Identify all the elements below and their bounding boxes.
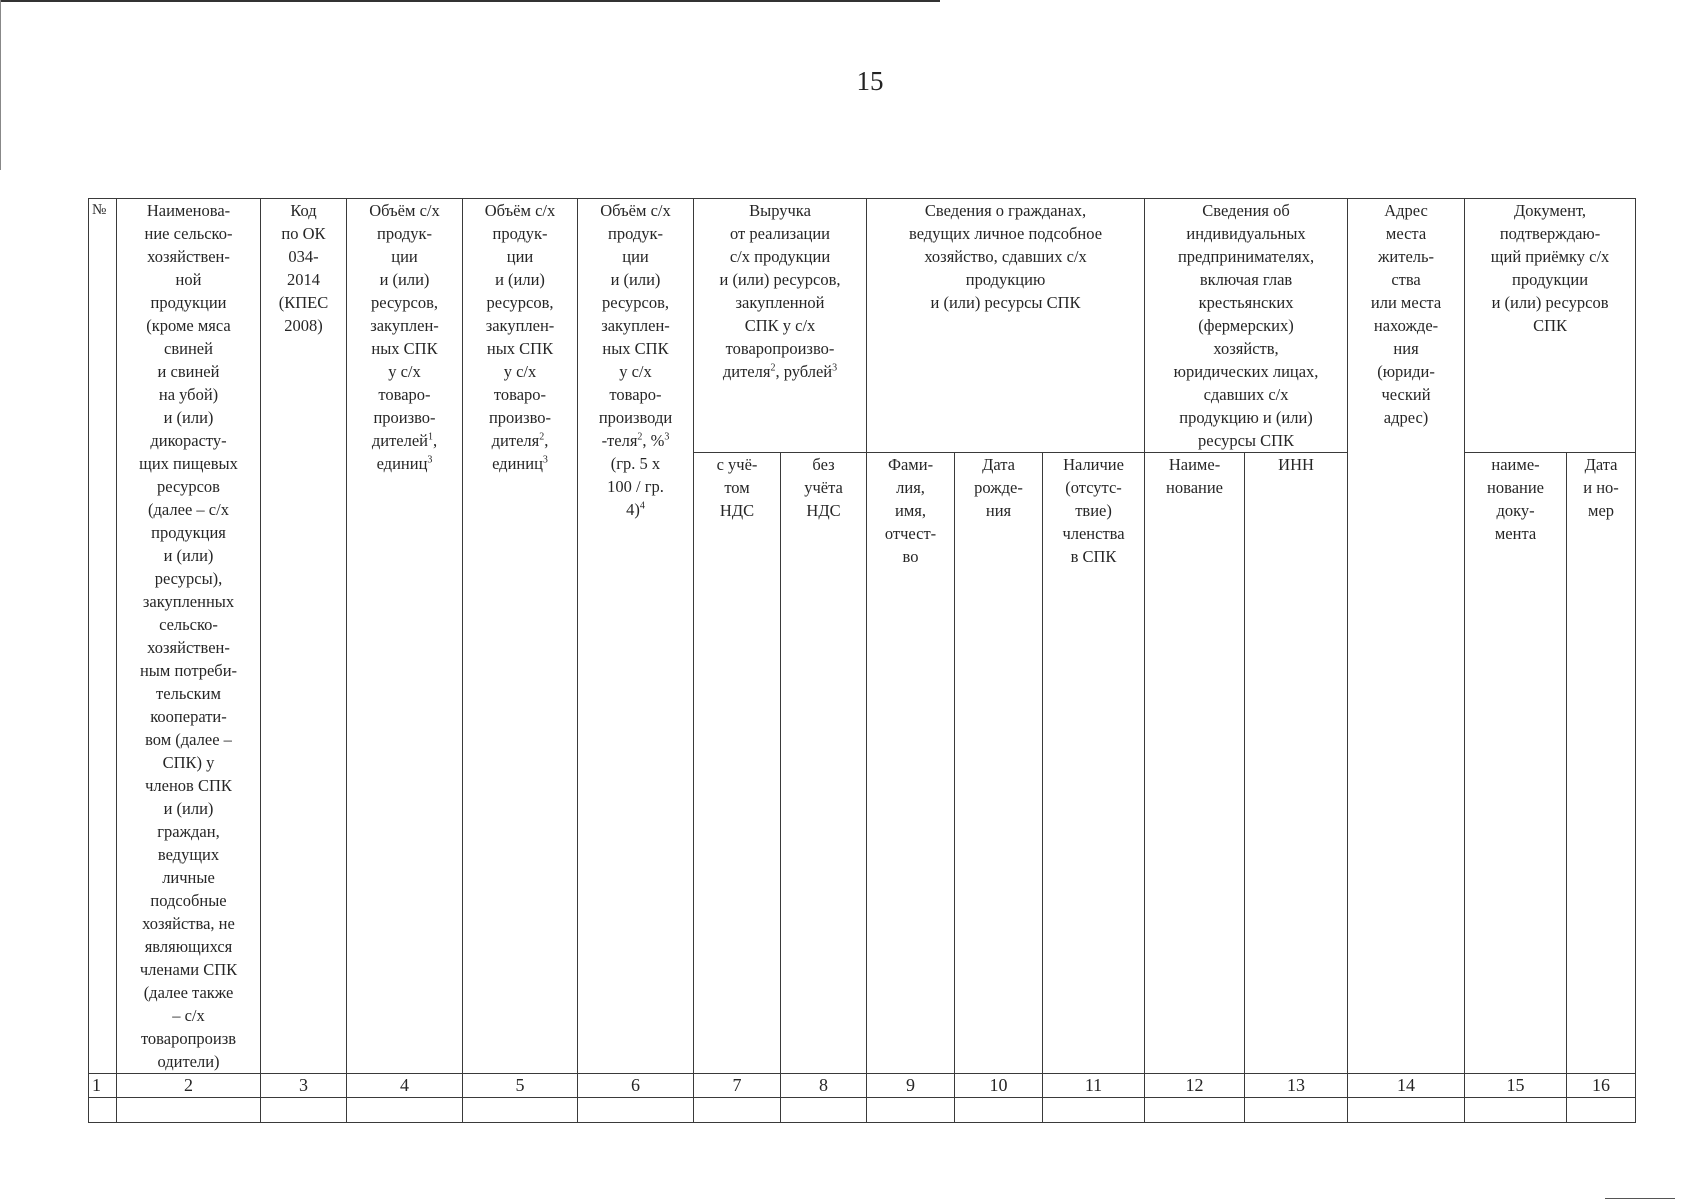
header-document-group: Документ, подтверждаю- щий приёмку с/х продукции и (или) ресурсов СПК xyxy=(1465,199,1636,453)
column-number: 14 xyxy=(1348,1074,1465,1098)
column-number: 11 xyxy=(1043,1074,1145,1098)
header-volume-producer-text: Объём с/х продук- ции и (или) ресурсов, закуплен- ных СПК у с/х товаро- произво- дителя xyxy=(484,201,556,450)
column-number: 9 xyxy=(867,1074,955,1098)
header-number: № xyxy=(89,199,117,1074)
column-number: 5 xyxy=(463,1074,578,1098)
header-entrepreneur-inn: ИНН xyxy=(1245,453,1348,1074)
column-number-row xyxy=(89,1074,1636,1098)
header-volume-percent-formula: (гр. 5 х 100 / гр. 4) xyxy=(607,454,664,519)
header-volume-members-text: Объём с/х продук- ции и (или) ресурсов, закуплен- ных СПК у с/х товаро- произво- дителей xyxy=(369,201,440,450)
header-product-code: Код по ОК 034- 2014 (КПЕС 2008) xyxy=(261,199,347,1074)
column-number: 3 xyxy=(261,1074,347,1098)
header-citizen-membership: Наличие (отсутс- твие) членства в СПК xyxy=(1043,453,1145,1074)
header-citizen-name: Фами- лия, имя, отчест- во xyxy=(867,453,955,1074)
table-row-empty xyxy=(89,1098,1636,1123)
purchase-report-table xyxy=(88,198,1636,1123)
column-number: 1 xyxy=(89,1074,117,1098)
column-number: 12 xyxy=(1145,1074,1245,1098)
header-revenue-group: Выручка от реализации с/х продукции и (или) ресурсов, закупленной СПК у с/х товаропроизво- дителя$^2$, рублей$^3$ xyxy=(694,199,867,453)
header-volume-producer: Объём с/х продук- ции и (или) ресурсов, закуплен- ных СПК у с/х товаро- произво- дителя$^2$, единиц$^3$ xyxy=(463,199,578,1074)
column-number: 2 xyxy=(117,1074,261,1098)
column-number: 7 xyxy=(694,1074,781,1098)
header-row-top xyxy=(89,199,1636,453)
empty-cell[interactable] xyxy=(578,1098,694,1123)
empty-cell[interactable] xyxy=(1145,1098,1245,1123)
header-citizens-group: Сведения о гражданах, ведущих личное подсобное хозяйство, сдавших с/х продукцию и (или) ресурсы СПК xyxy=(867,199,1145,453)
empty-cell[interactable] xyxy=(955,1098,1043,1123)
column-number: 10 xyxy=(955,1074,1043,1098)
header-revenue-with-vat: с учё- том НДС xyxy=(694,453,781,1074)
empty-cell[interactable] xyxy=(694,1098,781,1123)
header-address: Адрес места житель- ства или места нахожде- ния (юриди- ческий адрес) xyxy=(1348,199,1465,1074)
header-revenue-without-vat: без учёта НДС xyxy=(781,453,867,1074)
empty-cell[interactable] xyxy=(781,1098,867,1123)
header-volume-members-unit: единиц xyxy=(376,454,428,473)
empty-cell[interactable] xyxy=(1348,1098,1465,1123)
scan-edge-left xyxy=(0,0,1,170)
header-revenue-group-text: Выручка от реализации с/х продукции и (или) ресурсов, закупленной СПК у с/х товаропроизво- дителя xyxy=(719,201,841,381)
header-volume-percent-text: Объём с/х продук- ции и (или) ресурсов, закуплен- ных СПК у с/х товаро- производи -теля xyxy=(598,201,673,450)
column-number: 6 xyxy=(578,1074,694,1098)
header-product-name: Наименова- ние сельско- хозяйствен- ной продукции (кроме мяса свиней и свиней на убой) и (или) дикорасту- щих пищевых ресурсов (далее – с/х продукция и (или) ресурсы), закупленных сельско- хозяйствен- ным потреби- тельским кооперати- вом (далее – СПК) у членов СПК и (или) граждан, ведущих личные подсобные хозяйства, не являющихся членами СПК (далее также – с/х товаропроизв одители) xyxy=(117,199,261,1074)
column-number: 13 xyxy=(1245,1074,1348,1098)
empty-cell[interactable] xyxy=(867,1098,955,1123)
empty-cell[interactable] xyxy=(1465,1098,1567,1123)
header-document-name: наиме- нование доку- мента xyxy=(1465,453,1567,1074)
header-volume-producer-unit: единиц xyxy=(492,454,543,473)
column-number: 16 xyxy=(1567,1074,1636,1098)
page-number: 15 xyxy=(856,66,884,96)
header-entrepreneurs-group: Сведения об индивидуальных предпринимателях, включая глав крестьянских (фермерских) хозяйств, юридических лицах, сдавших с/х продукцию и (или) ресурсы СПК xyxy=(1145,199,1348,453)
header-volume-members: Объём с/х продук- ции и (или) ресурсов, закуплен- ных СПК у с/х товаро- произво- дителей$^1$, единиц$^3$ xyxy=(347,199,463,1074)
empty-cell[interactable] xyxy=(1567,1098,1636,1123)
empty-cell[interactable] xyxy=(261,1098,347,1123)
scan-edge-top xyxy=(0,0,940,2)
empty-cell[interactable] xyxy=(463,1098,578,1123)
empty-cell[interactable] xyxy=(1245,1098,1348,1123)
column-number: 8 xyxy=(781,1074,867,1098)
empty-cell[interactable] xyxy=(89,1098,117,1123)
empty-cell[interactable] xyxy=(1043,1098,1145,1123)
column-number: 4 xyxy=(347,1074,463,1098)
column-number: 15 xyxy=(1465,1074,1567,1098)
empty-cell[interactable] xyxy=(117,1098,261,1123)
header-volume-percent: Объём с/х продук- ции и (или) ресурсов, закуплен- ных СПК у с/х товаро- производи -теля$^2$, %$^3$ (гр. 5 х 100 / гр. 4)$^4$ xyxy=(578,199,694,1074)
header-document-date-number: Дата и но- мер xyxy=(1567,453,1636,1074)
header-citizen-birthdate: Дата рожде- ния xyxy=(955,453,1043,1074)
empty-cell[interactable] xyxy=(347,1098,463,1123)
header-entrepreneur-name: Наиме- нование xyxy=(1145,453,1245,1074)
scan-edge-bottom xyxy=(1605,1198,1675,1199)
